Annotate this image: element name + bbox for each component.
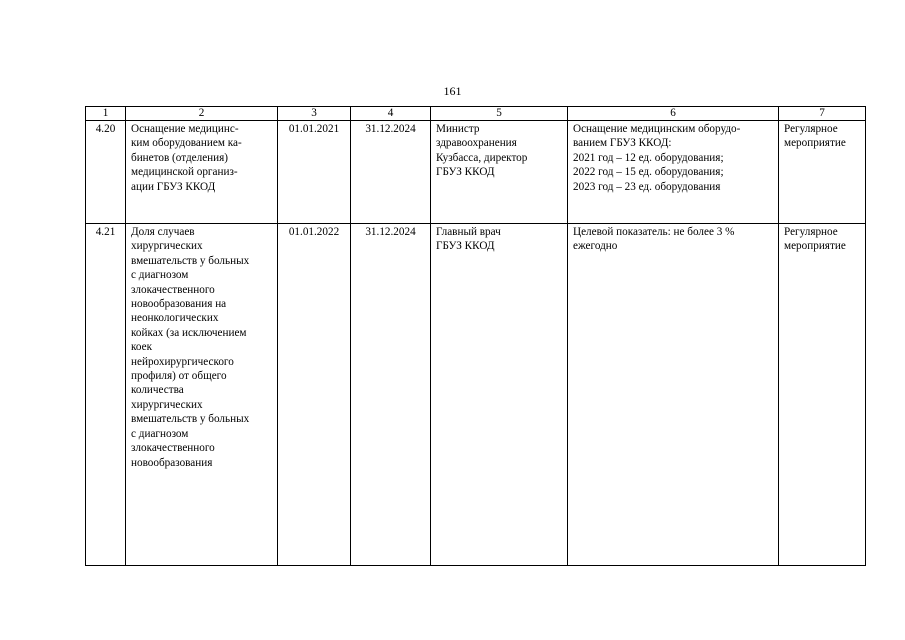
text-line: хирургических <box>131 240 203 253</box>
text-line: мероприятие <box>784 137 846 150</box>
text-line: ванием ГБУЗ ККОД: <box>573 137 672 150</box>
text-line: здравоохранения <box>436 137 517 150</box>
expected-result <box>568 121 779 224</box>
header-cell: 5 <box>431 107 568 121</box>
row-number: 4.20 <box>86 121 126 224</box>
text-line: 2022 год – 15 ед. оборудования; <box>573 166 724 179</box>
row-number: 4.21 <box>86 224 126 566</box>
text-line: хирургических <box>131 398 203 411</box>
responsible <box>431 121 568 224</box>
text-line: ким оборудованием ка- <box>131 137 242 150</box>
text-line: с диагнозом <box>131 427 189 440</box>
header-row <box>86 107 866 121</box>
text-line: 2021 год – 12 ед. оборудования; <box>573 151 724 164</box>
start-date: 01.01.2021 <box>278 121 351 224</box>
text-line: злокачественного <box>131 442 215 455</box>
row-description <box>126 224 278 566</box>
text-line: ГБУЗ ККОД <box>436 166 495 179</box>
activity-type <box>779 224 866 566</box>
text-line: койках (за исключением <box>131 326 247 339</box>
text-line: злокачественного <box>131 283 215 296</box>
page-number: 161 <box>443 84 462 98</box>
text-line: профиля) от общего <box>131 370 227 383</box>
responsible <box>431 224 568 566</box>
text-line: Главный врач <box>436 226 501 238</box>
header-cell: 3 <box>278 107 351 121</box>
text-line: Министр <box>436 123 480 135</box>
activities-table <box>85 106 866 566</box>
end-date: 31.12.2024 <box>351 121 431 224</box>
table-row <box>86 224 866 566</box>
text-line: с диагнозом <box>131 269 189 282</box>
text-line: бинетов (отделения) <box>131 151 229 164</box>
text-line: вмешательств у больных <box>131 254 250 267</box>
text-line: новообразования <box>131 456 213 469</box>
text-line: нейрохирургического <box>131 355 234 368</box>
text-line: вмешательств у больных <box>131 413 250 426</box>
text-line: мероприятие <box>784 240 846 253</box>
text-line: ежегодно <box>573 240 618 253</box>
header-cell: 4 <box>351 107 431 121</box>
text-line: Доля случаев <box>131 226 195 238</box>
header-cell: 7 <box>779 107 866 121</box>
text-line: количества <box>131 384 184 397</box>
text-line: Оснащение медицинс- <box>131 123 239 135</box>
text-line: Регулярное <box>784 123 838 135</box>
activity-type <box>779 121 866 224</box>
text-line: Регулярное <box>784 226 838 238</box>
text-line: Кузбасса, директор <box>436 151 528 164</box>
header-cell: 2 <box>126 107 278 121</box>
row-description <box>126 121 278 224</box>
text-line: коек <box>131 341 152 354</box>
end-date: 31.12.2024 <box>351 224 431 566</box>
header-cell: 6 <box>568 107 779 121</box>
text-line: ГБУЗ ККОД <box>436 240 495 253</box>
text-line: Оснащение медицинским оборудо- <box>573 123 741 135</box>
text-line: 2023 год – 23 ед. оборудования <box>573 180 721 193</box>
text-line: новообразования на <box>131 298 227 311</box>
text-line: неонкологических <box>131 312 219 325</box>
table-row <box>86 121 866 224</box>
text-line: Целевой показатель: не более 3 % <box>573 226 735 238</box>
header-cell: 1 <box>86 107 126 121</box>
text-line: медицинской организ- <box>131 166 238 179</box>
start-date: 01.01.2022 <box>278 224 351 566</box>
expected-result <box>568 224 779 566</box>
text-line: ации ГБУЗ ККОД <box>131 180 216 193</box>
